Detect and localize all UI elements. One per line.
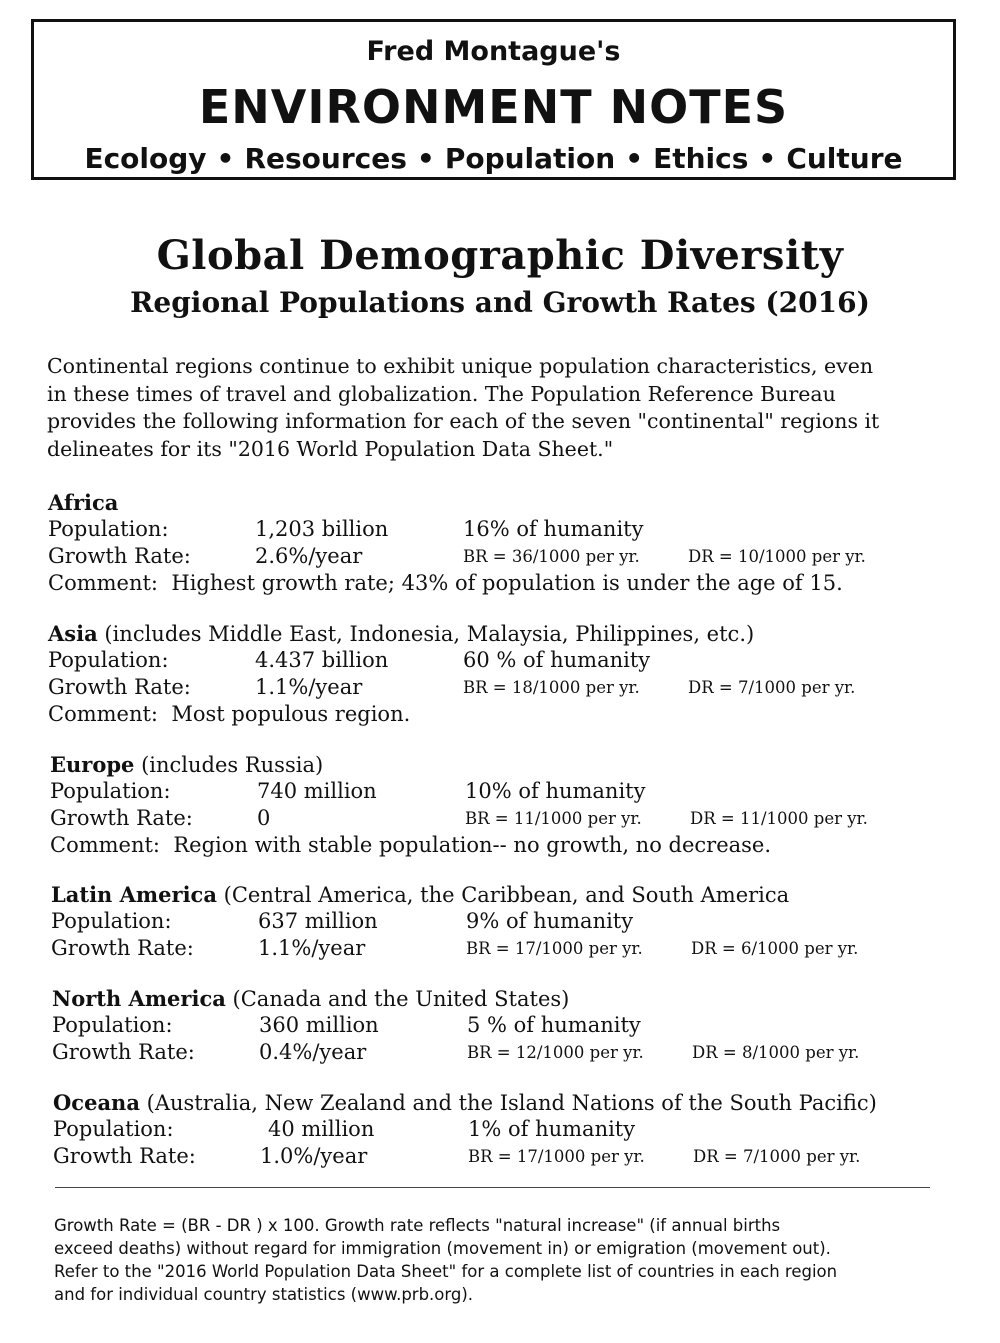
death-rate: DR = 8/1000 per yr. [692,1043,860,1062]
region-africa [48,489,948,597]
population-value: 360 million [259,1013,379,1037]
death-rate: DR = 7/1000 per yr. [693,1147,861,1166]
comment-label: Comment: [48,571,159,595]
population-label: Population: [51,909,172,933]
masthead-topics [34,142,953,175]
birth-rate: BR = 17/1000 per yr. [468,1147,645,1166]
region-note: (Canada and the United States) [232,987,570,1011]
region-note: (includes Middle East, Indonesia, Malaysia, Philippines, etc.) [104,622,755,646]
topic-resources: Resources [244,142,407,175]
page-title: Global Demographic Diversity [156,232,844,279]
bullet-separator: • [758,142,777,175]
footnote [54,1214,954,1306]
birth-rate: BR = 36/1000 per yr. [463,547,640,566]
divider [55,1187,930,1188]
population-value: 740 million [257,779,377,803]
comment-text: Highest growth rate; 43% of population is under the age of 15. [171,571,843,595]
comment-text: Region with stable population-- no growth, no decrease. [173,833,772,857]
growth-rate-value: 0.4%/year [259,1040,367,1064]
birth-rate: BR = 17/1000 per yr. [466,939,643,958]
population-label: Population: [52,1013,173,1037]
intro-line: in these times of travel and globalization. The Population Reference Bureau [47,381,836,406]
growth-rate-value: 0 [257,806,271,830]
intro-line: delineates for its "2016 World Population Data Sheet." [47,436,614,461]
region-name: Latin America [51,882,217,907]
intro-line: Continental regions continue to exhibit unique population characteristics, even [47,354,874,378]
growth-rate-label: Growth Rate: [48,544,191,568]
region-asia [48,620,948,728]
death-rate: DR = 11/1000 per yr. [690,809,868,828]
intro-line: provides the following information for each of the seven "continental" regions it [47,409,880,433]
growth-rate-label: Growth Rate: [50,806,193,830]
region-name: Asia [48,621,98,646]
page-subtitle: Regional Populations and Growth Rates (2016) [130,286,870,319]
bullet-separator: • [625,142,644,175]
humanity-share: 60 % of humanity [463,648,651,672]
region-name: Africa [48,490,119,515]
growth-rate-value: 1.1%/year [255,675,363,699]
population-value: 637 million [258,909,378,933]
topic-ecology: Ecology [84,142,207,175]
region-name: Europe [50,752,135,777]
region-north-america [52,985,952,1066]
growth-rate-label: Growth Rate: [52,1040,195,1064]
birth-rate: BR = 11/1000 per yr. [465,809,642,828]
birth-rate: BR = 12/1000 per yr. [467,1043,644,1062]
masthead [31,19,956,180]
growth-rate-value: 2.6%/year [255,544,363,568]
topic-culture: Culture [786,142,903,175]
population-label: Population: [48,648,169,672]
growth-rate-label: Growth Rate: [51,936,194,960]
masthead-author: Fred Montague's [366,36,621,67]
humanity-share: 1% of humanity [468,1117,636,1141]
population-label: Population: [48,517,169,541]
population-value: 40 million [268,1117,375,1141]
death-rate: DR = 7/1000 per yr. [688,678,856,697]
population-value: 1,203 billion [255,517,389,541]
footnote-line: Growth Rate = (BR - DR ) x 100. Growth rate reflects "natural increase" (if annual births [54,1216,781,1235]
comment-label: Comment: [48,702,159,726]
region-oceana [53,1089,953,1170]
growth-rate-label: Growth Rate: [53,1144,196,1168]
masthead-title: ENVIRONMENT NOTES [198,80,789,134]
region-europe [50,751,950,859]
birth-rate: BR = 18/1000 per yr. [463,678,640,697]
bullet-separator: • [416,142,435,175]
topic-population: Population [444,142,616,175]
region-note: (Central America, the Caribbean, and South America [223,883,790,907]
humanity-share: 16% of humanity [463,517,644,541]
region-name: Oceana [53,1090,140,1115]
topic-ethics: Ethics [653,142,749,175]
humanity-share: 5 % of humanity [467,1013,641,1037]
footnote-line: and for individual country statistics (www.prb.org). [54,1285,474,1304]
region-name: North America [52,986,226,1011]
footnote-line: exceed deaths) without regard for immigration (movement in) or emigration (movement out). [54,1239,831,1258]
footnote-line: Refer to the "2016 World Population Data Sheet" for a complete list of countries in each region [54,1262,838,1281]
humanity-share: 9% of humanity [466,909,634,933]
region-note: (Australia, New Zealand and the Island Nations of the South Pacific) [146,1091,877,1115]
growth-rate-value: 1.1%/year [258,936,366,960]
intro-paragraph [47,353,952,463]
region-latin-america [51,881,951,962]
comment-label: Comment: [50,833,161,857]
population-label: Population: [53,1117,174,1141]
population-label: Population: [50,779,171,803]
death-rate: DR = 6/1000 per yr. [691,939,859,958]
region-note: (includes Russia) [141,753,324,777]
bullet-separator: • [216,142,235,175]
population-value: 4.437 billion [255,648,389,672]
growth-rate-label: Growth Rate: [48,675,191,699]
growth-rate-value: 1.0%/year [260,1144,368,1168]
death-rate: DR = 10/1000 per yr. [688,547,866,566]
humanity-share: 10% of humanity [465,779,646,803]
comment-text: Most populous region. [171,702,411,726]
